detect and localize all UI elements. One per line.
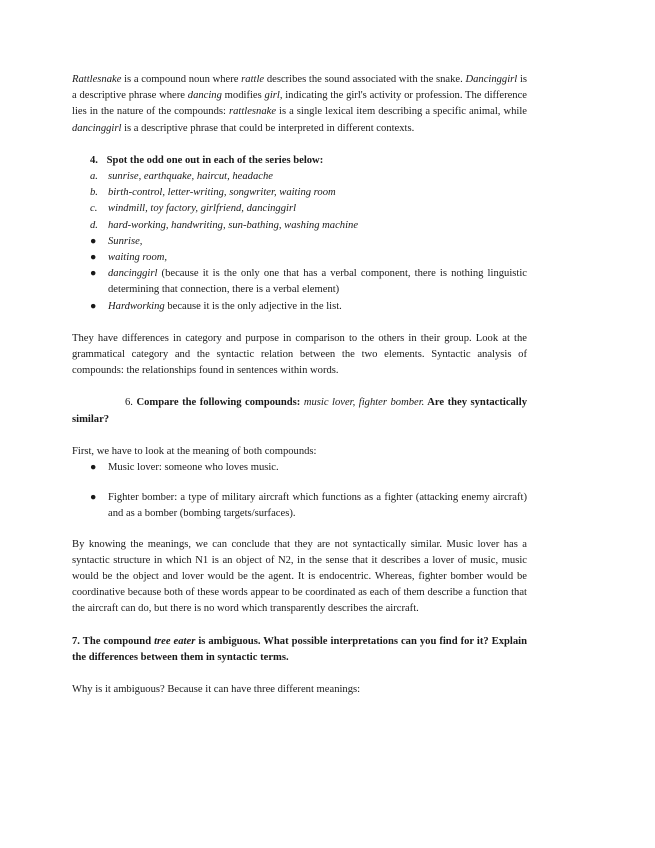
first-paragraph: First, we have to look at the meaning of both compounds: xyxy=(72,445,317,457)
term-girl: girl xyxy=(264,90,280,102)
intro-text: is a descriptive phrase that could be interpreted in different contexts. xyxy=(121,122,415,134)
question-text: 7. The compound xyxy=(72,635,155,647)
term-dancinggirl: dancinggirl xyxy=(72,122,122,134)
question-4-heading xyxy=(72,153,527,169)
term-dancinggirl: Dancinggirl xyxy=(465,74,518,85)
bullet-icon: ● xyxy=(90,462,97,474)
meaning-item xyxy=(90,490,527,522)
intro-text: describes the sound associated with the snake. xyxy=(264,74,466,85)
answer-item xyxy=(90,234,527,250)
meanings-list xyxy=(72,460,527,523)
conclusion-paragraph: By knowing the meanings, we can conclude that they are not syntactically similar. Music lover has a syntactic structure in which N1 is an object of N2, in the sense that it describes a lover of music, music would be the object and lover would be the agent. It is endocentric. Whereas, fighter bomber would be coordinative because both of these words appear to be coordinated as each of them describe a function that the aircraft can do, but there is no word which transparently describes the aircraft. xyxy=(72,538,527,615)
option-item xyxy=(90,185,527,201)
bullet-icon: ● xyxy=(90,268,97,280)
answer-term: Hardworking xyxy=(108,300,165,312)
intro-paragraph xyxy=(72,72,527,137)
answer-text: waiting room, xyxy=(108,252,168,264)
option-marker: d. xyxy=(90,219,98,231)
intro-text: modifies xyxy=(221,90,265,102)
differences-paragraph: They have differences in category and purpose in comparison to the others in their group. Look at the grammatical category and the syntactic relation between the two elements. Syntactic analysis of compounds: the relationships found in sentences within words. xyxy=(72,332,527,377)
meaning-text: Fighter bomber: a type of military aircraft which functions as a fighter (attacking enemy aircraft) and as a bomber (bombing targets/surfaces). xyxy=(108,492,527,520)
question-4-answers xyxy=(72,234,527,315)
answer-item xyxy=(90,266,527,298)
question-text: Spot the odd one out in each of the series below: xyxy=(106,154,324,166)
answer-text: (because it is the only one that has a verbal component, there is nothing linguistic determining that connection, there is a verbal element) xyxy=(108,268,527,296)
option-text: sunrise, earthquake, haircut, headache xyxy=(108,171,273,183)
document-page xyxy=(72,72,527,698)
bullet-icon: ● xyxy=(90,252,97,264)
option-item xyxy=(90,218,527,234)
question-number: 6. xyxy=(125,397,133,409)
option-item xyxy=(90,201,527,217)
question-4-options xyxy=(72,169,527,234)
answer-term: dancinggirl xyxy=(108,268,158,280)
intro-text: , indicating the girl's activity or profession. The difference lies in the nature of the compounds: xyxy=(72,90,528,118)
question-text: Compare the following compounds: xyxy=(132,397,304,409)
question-number: 4. xyxy=(90,154,98,166)
intro-text: is a descriptive phrase where xyxy=(72,74,528,102)
meaning-text: Music lover: someone who loves music. xyxy=(108,462,279,474)
intro-text: is a compound noun where xyxy=(121,74,242,85)
bullet-icon: ● xyxy=(90,235,97,247)
term-rattlesnake: Rattlesnake xyxy=(72,74,122,85)
answer-item xyxy=(90,299,527,315)
option-marker: a. xyxy=(90,171,98,183)
answer-text: because it is the only adjective in the list. xyxy=(164,300,342,312)
question-text: Are they syntactically similar? xyxy=(72,397,527,425)
answer-text: Sunrise, xyxy=(108,235,143,247)
option-item xyxy=(90,169,527,185)
option-marker: c. xyxy=(90,203,98,215)
option-text: hard-working, handwriting, sun-bathing, washing machine xyxy=(108,219,359,231)
bullet-icon: ● xyxy=(90,300,97,312)
why-paragraph: Why is it ambiguous? Because it can have three different meanings: xyxy=(72,684,361,696)
bullet-icon: ● xyxy=(90,492,97,504)
option-text: windmill, toy factory, girlfriend, dancinggirl xyxy=(108,203,297,215)
term-rattle: rattle xyxy=(241,74,265,85)
option-text: birth-control, letter-writing, songwriter, waiting room xyxy=(108,187,336,199)
option-marker: b. xyxy=(90,187,98,199)
question-6-heading xyxy=(72,395,527,427)
question-7-heading xyxy=(72,634,527,666)
term-dancing: dancing xyxy=(187,90,222,102)
meaning-item xyxy=(90,460,527,476)
question-terms: tree eater xyxy=(154,635,196,647)
term-rattlesnake: rattlesnake xyxy=(228,106,277,118)
intro-text: is a single lexical item describing a specific animal, while xyxy=(276,106,527,118)
question-text: is ambiguous. What possible interpretations can you find for it? Explain the differences between them in syntactic terms. xyxy=(72,635,527,663)
answer-item xyxy=(90,250,527,266)
question-terms: music lover, fighter bomber. xyxy=(303,397,425,409)
